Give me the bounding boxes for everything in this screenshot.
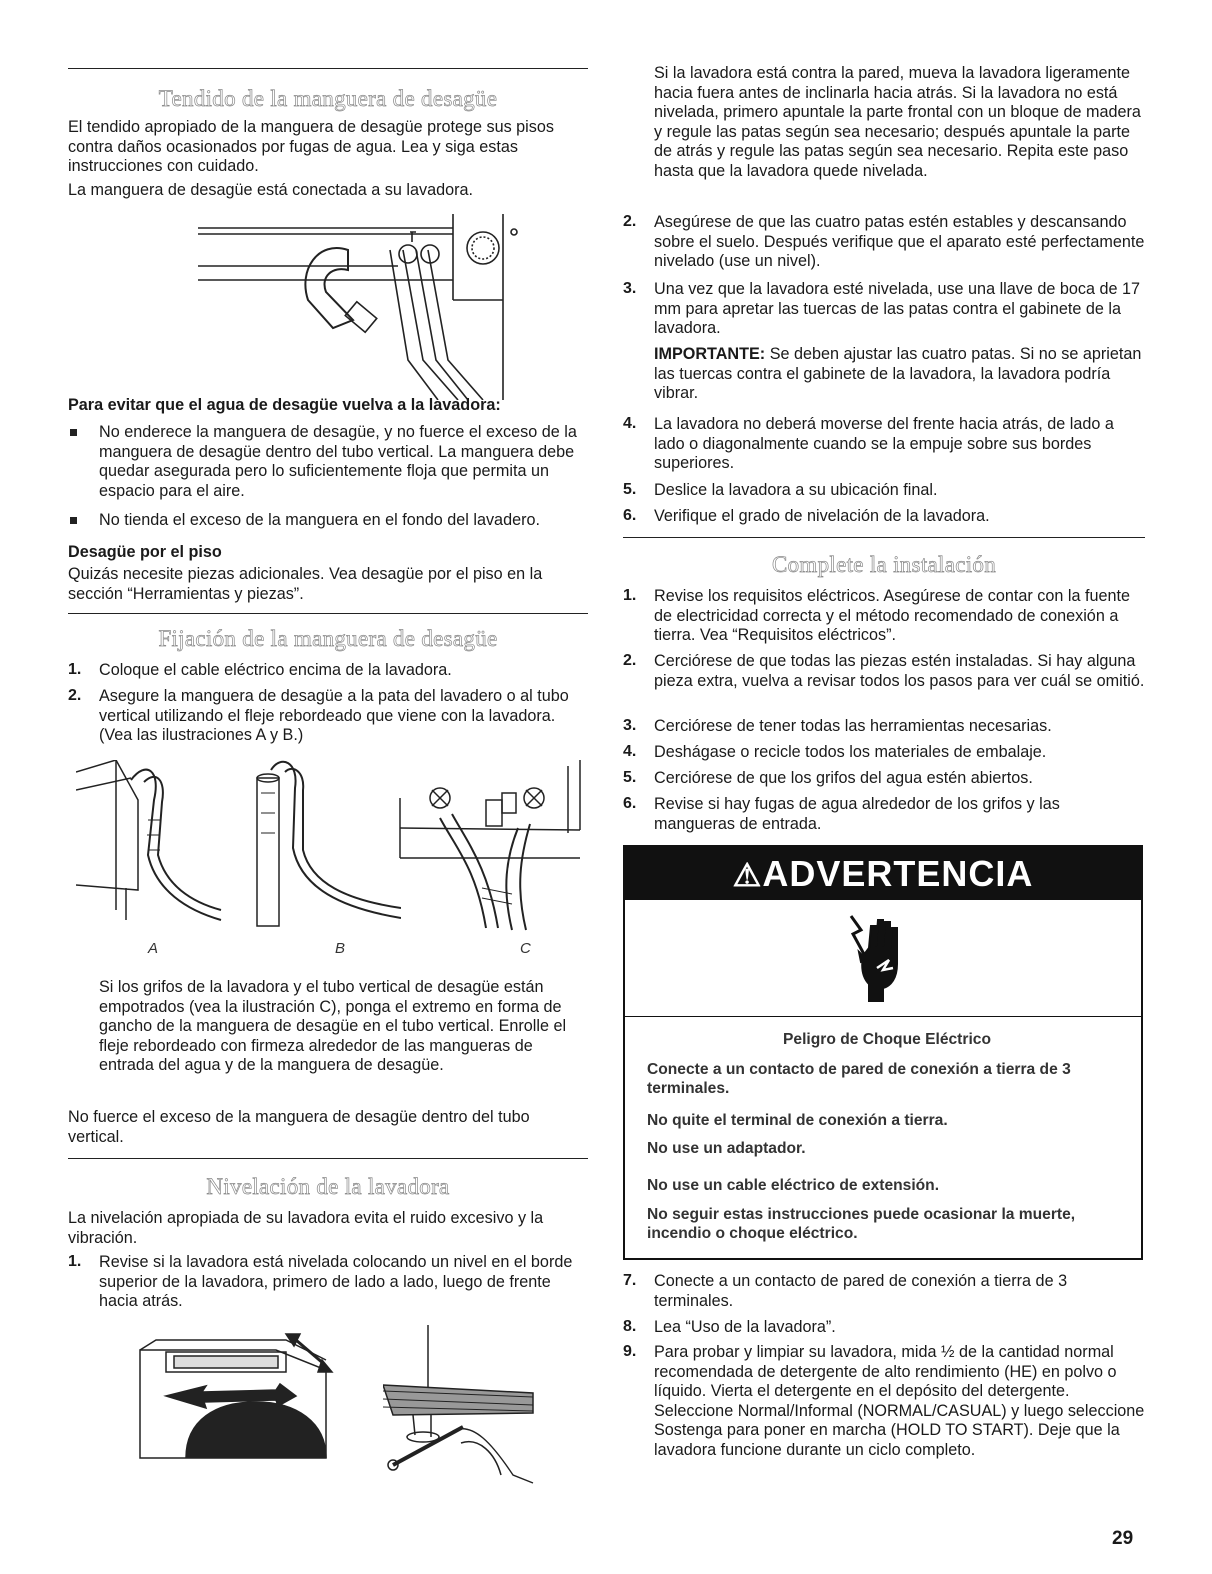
- prevent-bullet-2: No tienda el exceso de la manguera en el fondo del lavadero.: [68, 511, 588, 531]
- washer-level-illustration: [126, 1330, 346, 1460]
- leveling-step-6: 6. Verifique el grado de nivelación de la lavadora.: [623, 507, 990, 525]
- illustration-b: [251, 758, 401, 930]
- leveling-step-1: 1. Revise si la lavadora está nivelada colocando un nivel en el borde superior de la lavadora, primero de lado a lado, luego de frente hacia atrás.: [68, 1253, 573, 1310]
- electric-shock-hand-icon: [847, 912, 917, 1002]
- final-step-8: 8. Lea “Uso de la lavadora”.: [623, 1318, 836, 1336]
- drain-intro-paragraph: El tendido apropiado de la manguera de desagüe protege sus pisos contra daños ocasionados por fugas de agua. Lea y siga estas instrucciones con cuidado.: [68, 118, 554, 175]
- leveling-step-3: 3. Una vez que la lavadora esté nivelada, use una llave de boca de 17 mm para apretar las tuercas de las patas contra el gabinete de la lavadora.: [623, 280, 1140, 337]
- fix-step-1: 1. Coloque el cable eléctrico encima de la lavadora.: [68, 661, 452, 679]
- page-number: 29: [1112, 1528, 1134, 1549]
- leg-wrench-illustration: [383, 1325, 558, 1485]
- prevent-bullet-1: No enderece la manguera de desagüe, y no fuerce el exceso de la manguera de desagüe dentro del tubo vertical. La manguera debe quedar asegurada pero lo suficientemente floja que permita un espacio para el aire.: [68, 423, 588, 501]
- section-title-drain-routing: Tendido de la manguera de desagüe: [158, 86, 498, 111]
- warning-line-2: No quite el terminal de conexión a tierra.: [647, 1112, 948, 1129]
- leveling-step-2: 2. Asegúrese de que las cuatro patas estén estables y descansando sobre el suelo. Después verifique que el aparato esté perfectamente nivelado (use un nivel).: [623, 213, 1145, 270]
- drain-connected-paragraph: La manguera de desagüe está conectada a su lavadora.: [68, 181, 473, 199]
- final-step-9: 9. Para probar y limpiar su lavadora, mida ½ de la cantidad normal recomendada de detergente de alto rendimiento (HE) en polvo o líquido. Vierta el detergente en el depósito del detergente. Seleccione Normal/Informal (NORMAL/CASUAL) y luego seleccione Sostenga para poner en marcha (HOLD TO START). Deje que la lavadora funcione durante un ciclo completo.: [623, 1343, 1145, 1459]
- fix-step-2: 2. Asegure la manguera de desagüe a la pata del lavadero o al tubo vertical utilizando el fleje rebordeado que viene con la lavadora. (Vea las ilustraciones A y B.): [68, 687, 569, 744]
- warning-hazard-title: Peligro de Choque Eléctrico: [783, 1031, 991, 1048]
- no-force-paragraph: No fuerce el exceso de la manguera de desagüe dentro del tubo vertical.: [68, 1108, 530, 1146]
- caption-c: C: [520, 940, 531, 957]
- recessed-faucets-paragraph: Si los grifos de la lavadora y el tubo vertical de desagüe están empotrados (vea la ilustración C), ponga el extremo en forma de gancho de la manguera de desagüe en el tubo vertical. Enrolle el fleje rebordeado con firmeza alrededor de las mangueras de entrada del agua y de la manguera de desagüe.: [99, 978, 567, 1074]
- warning-box: [623, 900, 1143, 1260]
- section-title-complete-installation: Complete la instalación: [771, 552, 997, 577]
- warning-line-1: Conecte a un contacto de pared de conexión a tierra de 3 terminales.: [647, 1061, 1071, 1097]
- prevent-backflow-heading: Para evitar que el agua de desagüe vuelva a la lavadora:: [68, 396, 501, 414]
- warning-divider: [625, 1016, 1141, 1017]
- drain-hose-illustration: [198, 210, 528, 400]
- warning-line-4: No use un cable eléctrico de extensión.: [647, 1177, 940, 1194]
- section-title-hose-fixing: Fijación de la manguera de desagüe: [158, 626, 498, 651]
- caption-a: A: [148, 940, 159, 957]
- complete-step-6: 6. Revise si hay fugas de agua alrededor de los grifos y las mangueras de entrada.: [623, 795, 1060, 833]
- bullet-square: [70, 429, 77, 436]
- floor-drain-paragraph: Quizás necesite piezas adicionales. Vea desagüe por el piso en la sección “Herramientas y piezas”.: [68, 565, 543, 603]
- complete-step-2: 2. Cerciórese de que todas las piezas estén instaladas. Si hay alguna pieza extra, vuelva a revisar todos los pasos para ver cuál se omitió.: [623, 652, 1145, 690]
- illustration-c: [396, 758, 586, 938]
- leveling-intro-paragraph: La nivelación apropiada de su lavadora evita el ruido excesivo y la vibración.: [68, 1209, 544, 1247]
- caption-b: B: [335, 940, 346, 957]
- warning-title: ADVERTENCIA: [762, 853, 1034, 894]
- warning-header: [623, 845, 1143, 900]
- complete-step-4: 4. Deshágase o recicle todos los materiales de embalaje.: [623, 743, 1047, 761]
- section-divider: [68, 68, 588, 69]
- complete-step-5: 5. Cerciórese de que los grifos del agua estén abiertos.: [623, 769, 1033, 787]
- warning-triangle-icon: ⚠: [732, 857, 763, 893]
- leveling-continued-paragraph: Si la lavadora está contra la pared, mueva la lavadora ligeramente hacia fuera antes de inclinarla hacia atrás. Si la lavadora no está nivelada, primero apuntale la parte frontal con un bloque de madera y regule las patas según sea necesario; después apuntale la parte de atrás y regule las patas según sea necesario. Repita este paso hasta que la lavadora quede nivelada.: [654, 64, 1141, 180]
- floor-drain-heading: Desagüe por el piso: [68, 543, 222, 561]
- illustration-a: [76, 760, 226, 930]
- leveling-step-5: 5. Deslice la lavadora a su ubicación final.: [623, 481, 938, 499]
- important-note: IMPORTANTE: Se deben ajustar las cuatro patas. Si no se aprietan las tuercas contra el gabinete de la lavadora, la lavadora podría vibrar.: [654, 345, 1142, 402]
- bullet-square: [70, 517, 77, 524]
- final-step-7: 7. Conecte a un contacto de pared de conexión a tierra de 3 terminales.: [623, 1272, 1068, 1310]
- leveling-step-4: 4. La lavadora no deberá moverse del frente hacia atrás, de lado a lado o diagonalmente cuando se la empuje sobre sus bordes superiores.: [623, 415, 1114, 472]
- section-title-leveling: Nivelación de la lavadora: [206, 1174, 450, 1199]
- section-divider: [68, 613, 588, 614]
- warning-line-3: No use un adaptador.: [647, 1140, 806, 1157]
- section-divider: [623, 537, 1145, 538]
- complete-step-3: 3. Cerciórese de tener todas las herramientas necesarias.: [623, 717, 1052, 735]
- complete-step-1: 1. Revise los requisitos eléctricos. Asegúrese de contar con la fuente de electricidad correcta y el método recomendado de conexión a tierra. Vea “Requisitos eléctricos”.: [623, 587, 1130, 644]
- warning-line-5: No seguir estas instrucciones puede ocasionar la muerte, incendio o choque eléctrico.: [647, 1206, 1076, 1242]
- section-divider: [68, 1158, 588, 1159]
